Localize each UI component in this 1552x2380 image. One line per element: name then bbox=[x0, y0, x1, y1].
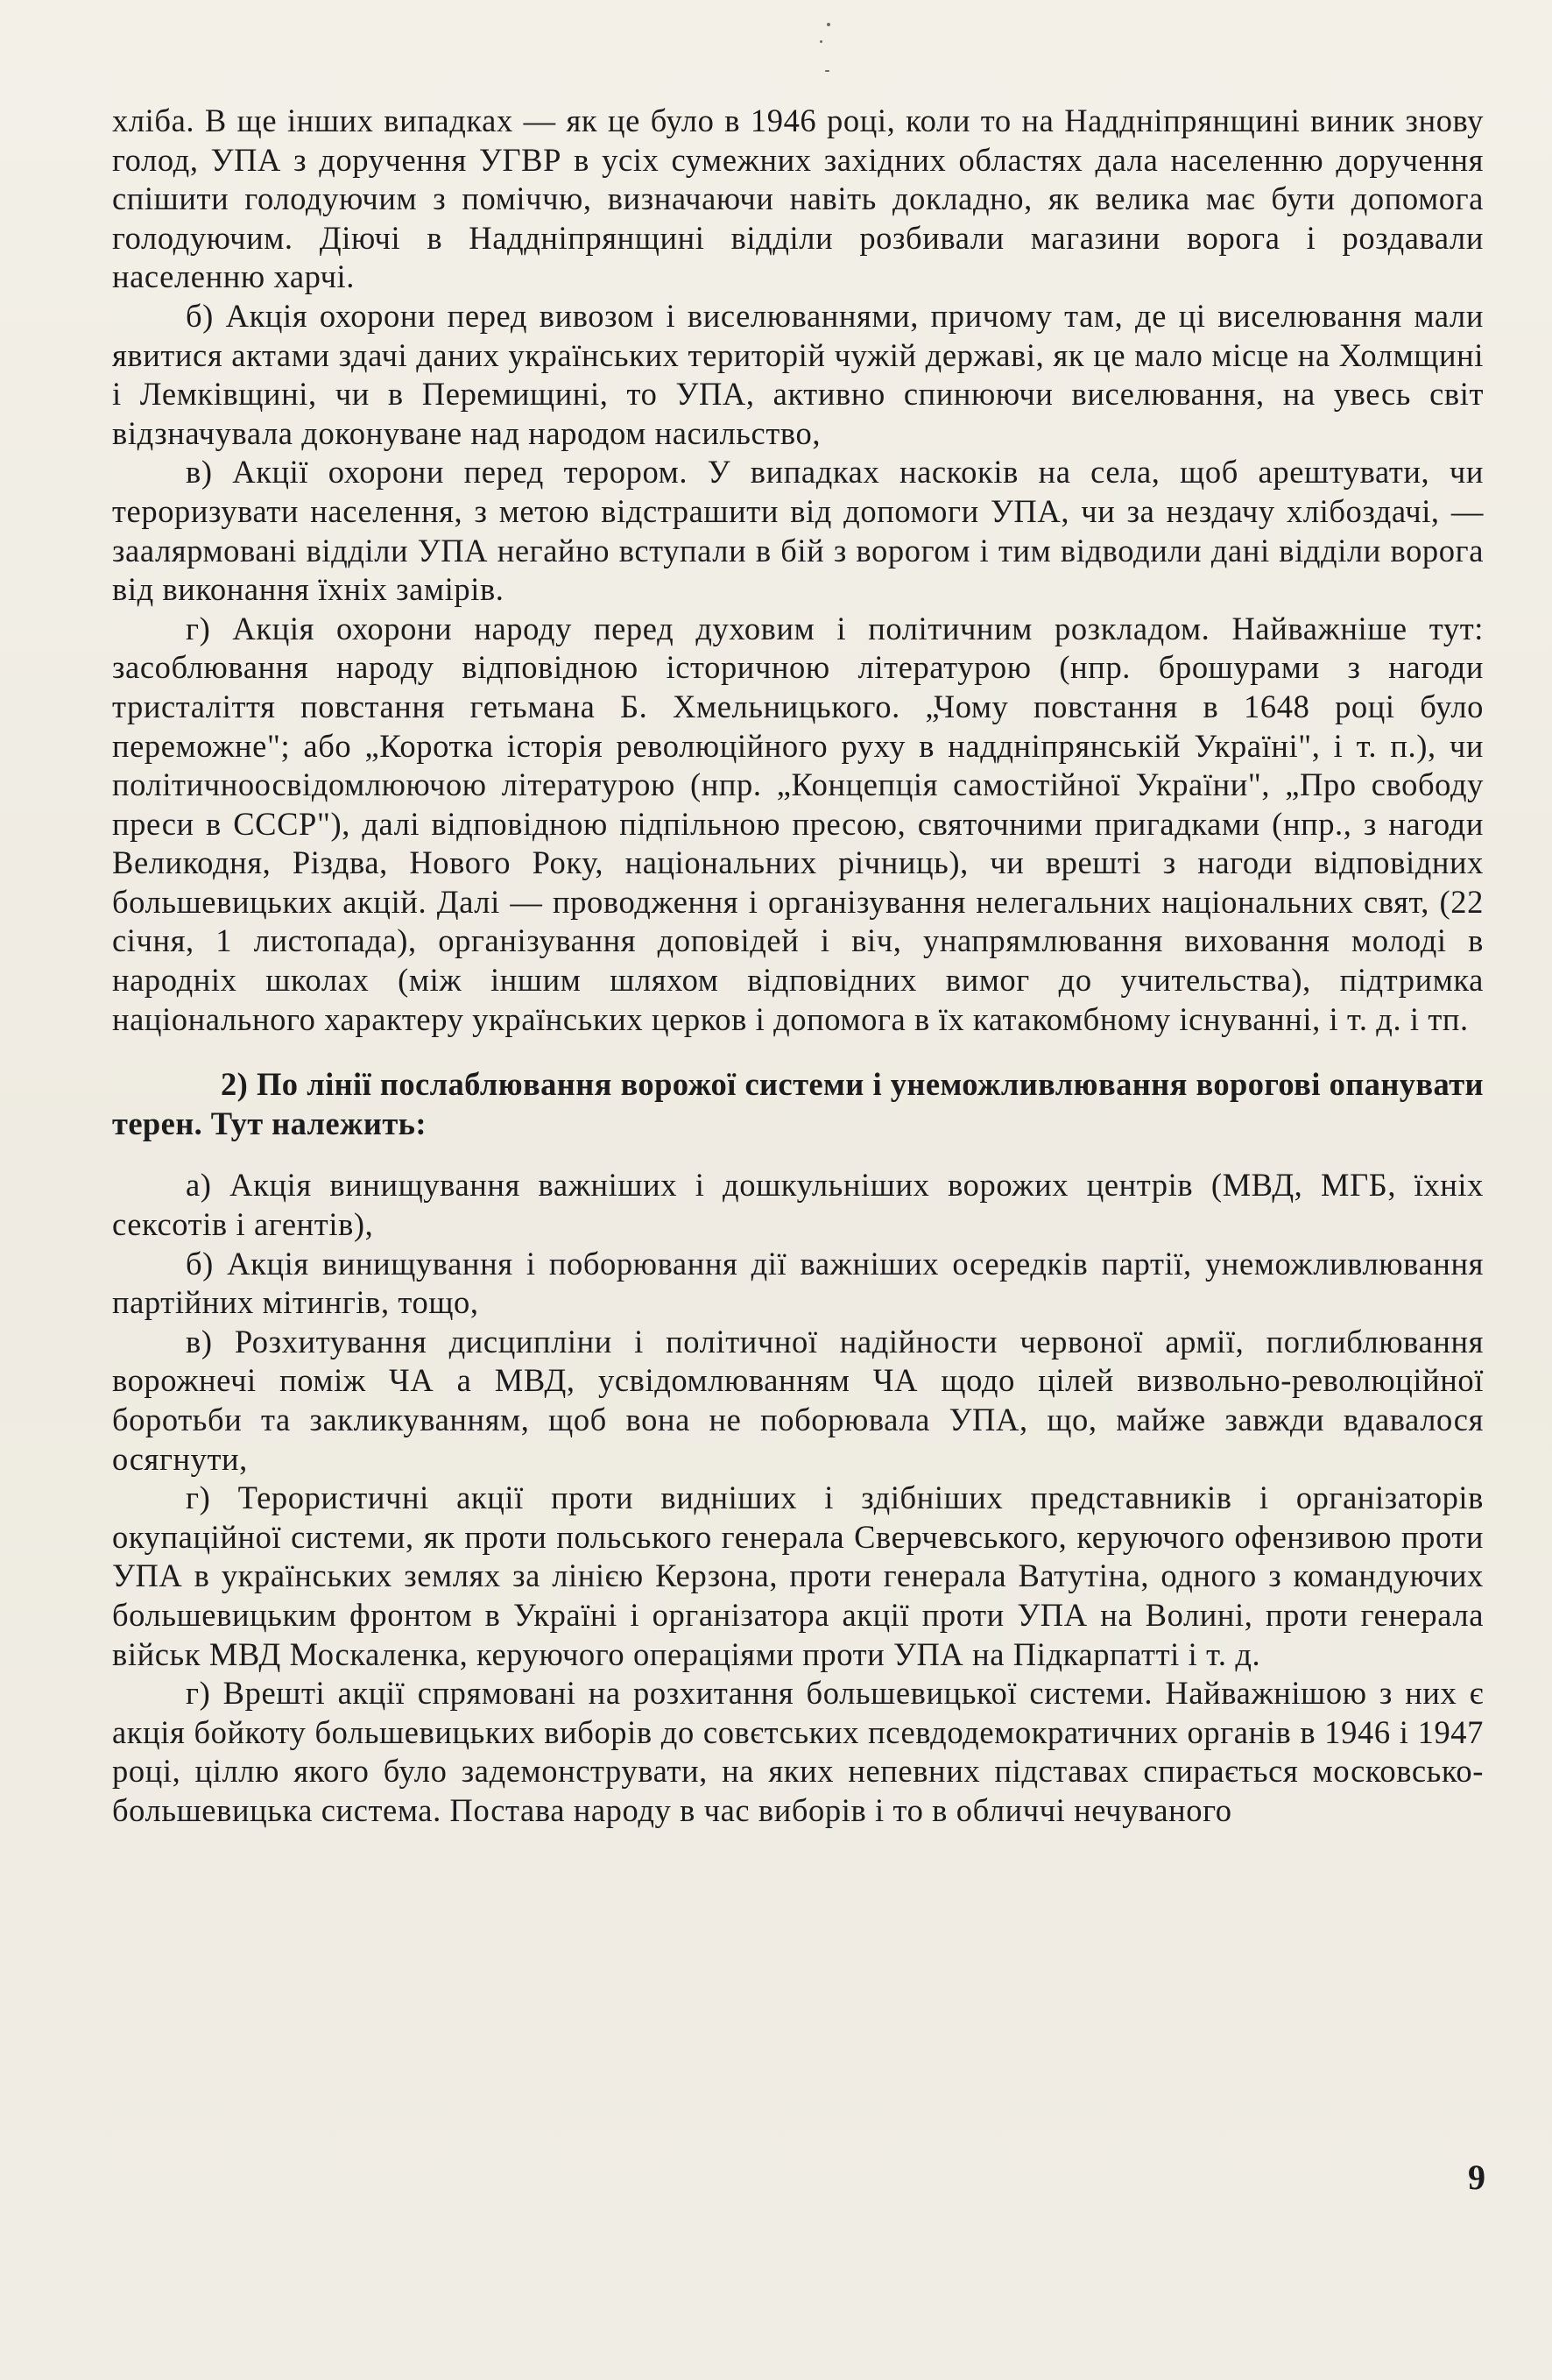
paragraph-item-v: в) Акції охорони перед терором. У випадках наскоків на села, щоб арештувати, чи тероризувати населення, з метою відстрашити від допомоги УПА, чи за нездачу хлібоздачі, — заалярмовані відділи УПА негайно вступали в бій з ворогом і тим відводили дані відділи ворога від виконання їхніх замірів. bbox=[112, 454, 1484, 608]
page-number: 9 bbox=[1468, 2158, 1485, 2197]
paragraph-item-g: г) Акція охорони народу перед духовим і політичним розкладом. Найважніше тут: засоблювання народу відповідною історичною літературою (нпр. брошурами з нагоди тристаліття повстання гетьмана Б. Хмельницького. „Чому повстання в 1648 році було переможне"; або „Коротка історія революційного руху в наддніпрянській Україні", і т. п.), чи політичноосвідомлюючою літературою (нпр. „Концепція самостійної України", „Про свободу преси в СССР"), далі відповідною підпільною пресою, святочними пригадками (нпр., з нагоди Великодня, Різдва, Нового Року, національних річниць), чи врешті з нагоди відповідних большевицьких акцій. Далі — проводження і організування нелегальних національних свят, (22 січня, 1 листопада), організування доповідей і віч, унапрямлювання виховання молоді в народніх школах (між іншим шляхом відповідних вимог до учительства), підтримка національного характеру українських церков і допомога в їх катакомбному існуванні, і т. д. і тп. bbox=[112, 610, 1484, 1037]
paragraph-item-g-final: г) Врешті акції спрямовані на розхитання большевицької системи. Найважнішою з них є акція бойкоту большевицьких виборів до совєтських псевдодемократичних органів в 1946 і 1947 році, ціллю якого було задемонструвати, на яких непевних підставах спирається московсько-большевицька система. Постава народу в час виборів і то в обличчі нечуваного bbox=[112, 1675, 1484, 1828]
print-speck bbox=[825, 70, 829, 72]
print-speck bbox=[820, 40, 822, 43]
body-text bbox=[112, 102, 1484, 1831]
paragraph-item-g: г) Терористичні акції проти видніших і здібніших представників і організаторів окупаційної системи, як проти польського генерала Сверчевського, керуючого офензивою проти УПА в українських землях за лінією Керзона, проти генерала Ватутіна, одного з командуючих большевицьким фронтом в Україні і організатора акції проти УПА на Волині, проти генерала військ МВД Москаленка, керуючого операціями проти УПА на Підкарпатті і т. д. bbox=[112, 1480, 1484, 1672]
paragraph-item-b: б) Акція охорони перед вивозом і виселюваннями, причому там, де ці виселювання мали явитися актами здачі даних українських територій чужій державі, як це мало місце на Холмщині і Лемківщині, чи в Перемищині, то УПА, активно спинюючи виселювання, на увесь світ відзначувала доконуване над народом насильство, bbox=[112, 297, 1484, 451]
paragraph-item-v: в) Розхитування дисципліни і політичної надійности червоної армії, поглиблювання ворожнечі поміж ЧА а МВД, усвідомлюванням ЧА щодо цілей визвольно-революційної боротьби та закликуванням, щоб вона не поборювала УПА, що, майже завжди вдавалося осягнути, bbox=[112, 1323, 1484, 1477]
paragraph-continuation: хліба. В ще інших випадках — як це було в 1946 році, коли то на Наддніпрянщині виник знову голод, УПА з доручення УГВР в усіх сумежних західних областях дала населенню доручення спішити голодуючим з поміччю, визначаючи навіть докладно, як велика має бути допомога голодуючим. Діючі в Наддніпрянщині відділи розбивали магазини ворога і роздавали населенню харчі. bbox=[112, 102, 1484, 295]
section-heading: 2) По лінії послаблювання ворожої системи і унеможливлювання ворогові опанувати терен. Тут належить: bbox=[112, 1066, 1484, 1141]
paragraph-item-b: б) Акція винищування і поборювання дії важніших осередків партії, унеможливлювання партійних мітингів, тощо, bbox=[112, 1245, 1484, 1321]
paragraph-item-a: а) Акція винищування важніших і дошкульніших ворожих центрів (МВД, МГБ, їхніх сексотів і агентів), bbox=[112, 1167, 1484, 1243]
print-speck bbox=[827, 23, 830, 26]
